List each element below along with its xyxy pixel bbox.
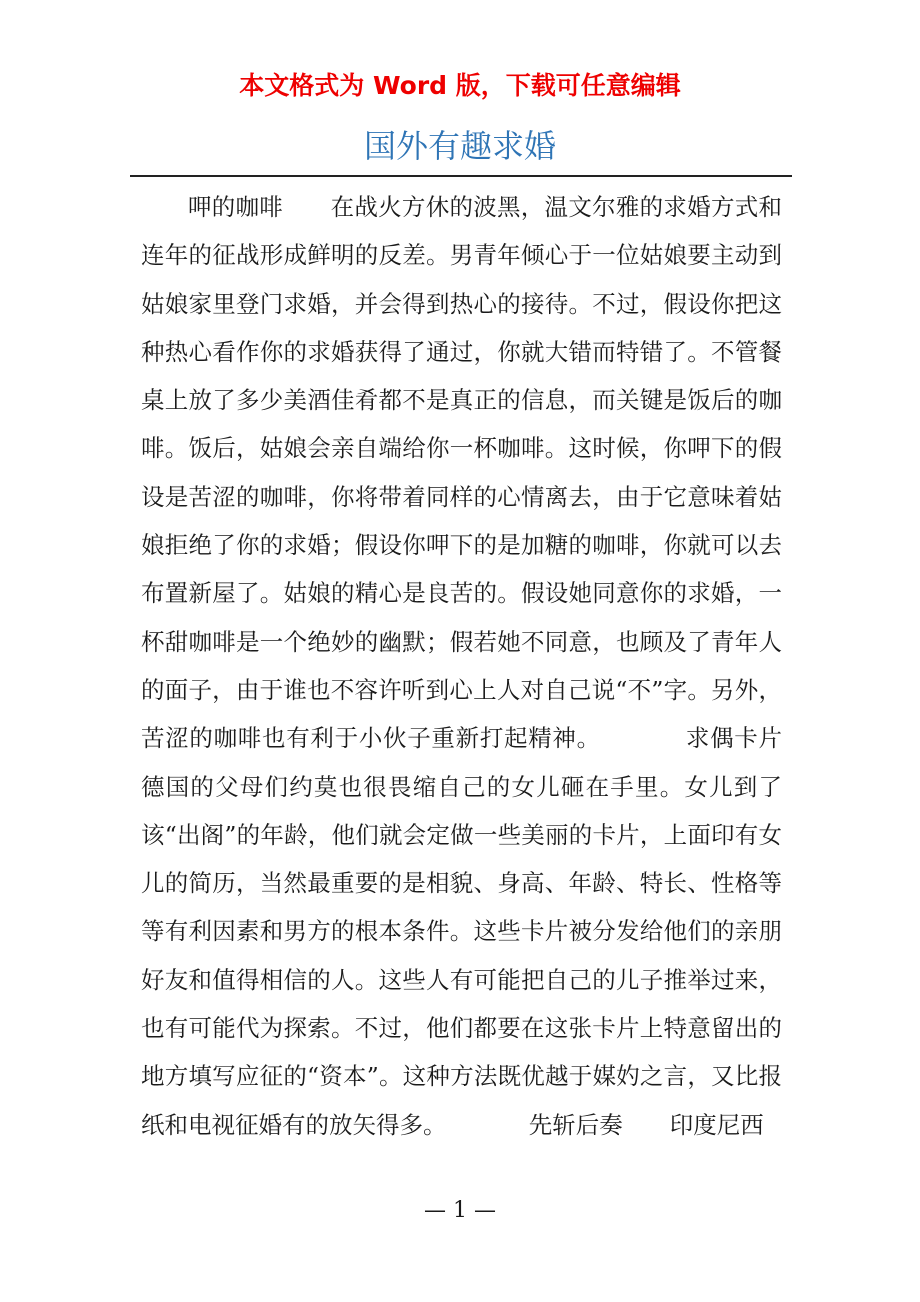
body-paragraph: 呷的咖啡 在战火方休的波黑，温文尔雅的求婚方式和连年的征战形成鲜明的反差。男青年倾心于一位姑娘要主动到姑娘家里登门求婚，并会得到热心的接待。不过，假设你把这种热心看作你的求婚获得了通过，你就大错而特错了。不管餐桌上放了多少美酒佳肴都不是真正的信息，而关键是饭后的咖啡。饭后，姑娘会亲自端给你一杯咖啡。这时候，你呷下的假设是苦涩的咖啡，你将带着同样的心情离去，由于它意味着姑娘拒绝了你的求婚；假设你呷下的是加糖的咖啡，你就可以去布置新屋了。姑娘的精心是良苦的。假设她同意你的求婚，一杯甜咖啡是一个绝妙的幽默；假若她不同意，也顾及了青年人的面子，由于谁也不容许听到心上人对自己说“不”字。另外，苦涩的咖啡也有利于小伙子重新打起精神。 求偶卡片 德国的父母们约莫也很畏缩自己的女儿砸在手里。女儿到了该“出阁”的年龄，他们就会定做一些美丽的卡片，上面印有女儿的简历，当然最重要的是相貌、身高、年龄、特长、性格等等有利因素和男方的根本条件。这些卡片被分发给他们的亲朋好友和值得相信的人。这些人有可能把自己的儿子推举过来，也有可能代为探索。不过，他们都要在这张卡片上特意留出的地方填写应征的“资本”。这种方法既优越于媒妁之言，又比报纸和电视征婚有的放矢得多。 先斩后奏 印度尼西: [141, 193, 829, 1139]
document-title: 国外有趣求婚: [363, 127, 556, 165]
page-number: — 1 —: [424, 1198, 496, 1223]
format-notice: 本文格式为 Word 版，下载可任意编辑: [239, 71, 681, 100]
title-divider: [130, 175, 792, 177]
